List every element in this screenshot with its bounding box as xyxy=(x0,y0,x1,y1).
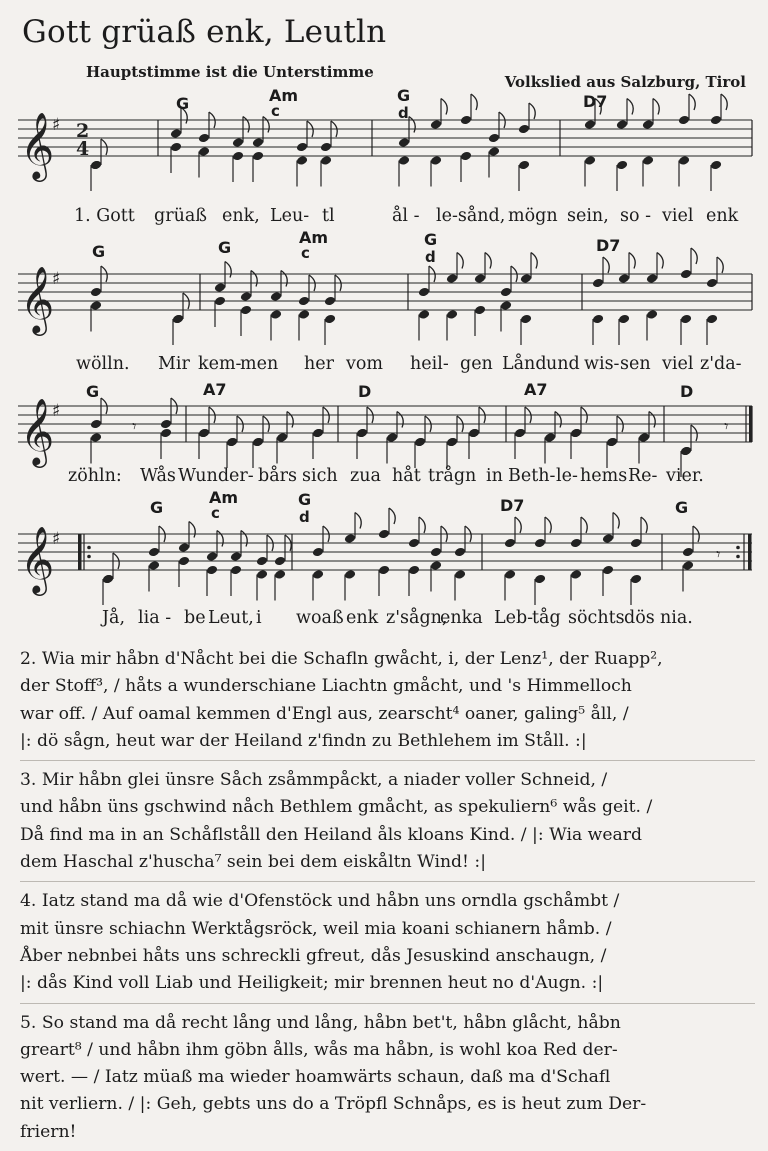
lyric-syllable: be xyxy=(184,608,206,628)
note-head xyxy=(90,419,102,430)
note-head xyxy=(378,565,390,576)
verse-line: mit ünsre schiachn Werktågsröck, weil mia koani schianern håmb. / xyxy=(20,918,612,939)
lyric-syllable: enk, xyxy=(222,206,260,226)
note-head xyxy=(198,428,210,439)
note-head xyxy=(646,273,658,284)
note-head xyxy=(320,155,332,166)
repeat-end-thick xyxy=(748,534,752,570)
note-flag xyxy=(613,513,619,529)
note-head xyxy=(446,273,458,284)
lyric-syllable: sein, xyxy=(567,206,609,226)
note-head xyxy=(312,428,324,439)
lyric-syllable: 1. Gott xyxy=(74,206,135,226)
note-flag xyxy=(649,412,655,428)
lyric-syllable: zöhln: xyxy=(68,466,122,486)
chord-symbol: G xyxy=(675,498,689,517)
note-head xyxy=(570,538,582,549)
lyric-syllable: so - xyxy=(620,206,651,226)
lyric-syllable: dös xyxy=(624,608,655,628)
music-system-2 xyxy=(0,228,768,366)
lyric-syllable: lia - xyxy=(138,608,172,628)
note-head xyxy=(534,538,546,549)
verse-2 xyxy=(20,646,755,755)
note-head xyxy=(90,287,102,298)
note-head xyxy=(160,419,172,430)
note-head xyxy=(312,569,324,580)
note-head xyxy=(232,151,244,162)
note-head xyxy=(172,314,184,325)
note-head xyxy=(276,432,288,443)
note-head xyxy=(324,314,336,325)
note-head xyxy=(226,437,238,448)
lyric-syllable: enk xyxy=(706,206,739,226)
note-flag xyxy=(419,517,425,533)
note-head xyxy=(378,529,390,540)
lyric-syllable: tl xyxy=(322,206,335,226)
lyric-syllable: gen xyxy=(460,354,493,374)
note-head xyxy=(418,309,430,320)
note-head xyxy=(638,432,650,443)
lyric-syllable: enka xyxy=(440,608,483,628)
note-head xyxy=(710,115,722,126)
lyric-syllable: Wås xyxy=(140,466,176,486)
lyric-syllable: kem- xyxy=(198,354,242,374)
note-head xyxy=(618,273,630,284)
note-head xyxy=(344,569,356,580)
note-flag xyxy=(457,253,463,269)
repeat-start-thick xyxy=(78,534,82,570)
note-head xyxy=(680,314,692,325)
lyric-syllable: enk xyxy=(346,608,379,628)
lyric-syllable: wölln. xyxy=(76,354,130,374)
note-flag xyxy=(485,253,491,269)
note-head xyxy=(102,574,114,585)
chord-bass-note: d xyxy=(398,104,409,122)
note-head xyxy=(274,569,286,580)
note-head xyxy=(232,137,244,148)
note-head xyxy=(584,119,596,130)
lyric-syllable: z'sågn, xyxy=(386,608,448,628)
verse-line: |: dö sågn, heut war der Heiland z'findn zu Bethlehem im Ståll. :| xyxy=(20,730,587,751)
note-flag xyxy=(355,513,361,529)
staff-1 xyxy=(0,84,768,214)
note-flag xyxy=(515,517,521,533)
note-head xyxy=(198,146,210,157)
verse-line: und håbn üns gschwind nåch Bethlem gmåcht, as spekuliern⁶ wås geit. / xyxy=(20,797,653,818)
note-head xyxy=(488,133,500,144)
lyric-syllable: sen xyxy=(620,354,651,374)
lyric-syllable: in xyxy=(486,466,503,486)
verse-line: dem Haschal z'huscha⁷ sein bei dem eiskåltn Wind! :| xyxy=(20,852,486,873)
verses xyxy=(20,646,755,1151)
eighth-rest: 𝄾 xyxy=(716,545,721,565)
key-signature-sharp: ♯ xyxy=(52,401,61,421)
lyric-syllable: håt xyxy=(392,466,421,486)
note-head xyxy=(90,300,102,311)
note-head xyxy=(504,538,516,549)
note-head xyxy=(430,547,442,558)
lyric-syllable: Jå, xyxy=(102,608,126,628)
lyric-syllable: tåg xyxy=(532,608,561,628)
repeat-dot xyxy=(736,546,740,550)
verse-line: |: dås Kind voll Liab und Heiligkeit; mir brennen heut no d'Augn. :| xyxy=(20,973,604,994)
chord-bass-note: c xyxy=(271,102,280,120)
note-head xyxy=(544,432,556,443)
lyric-syllable: men xyxy=(240,354,279,374)
chord-bass-note: c xyxy=(211,504,220,522)
note-head xyxy=(230,551,242,562)
verse-line: der Stoff³, / håts a wunderschiane Liachtn gmåcht, und 's Himmelloch xyxy=(20,676,632,697)
note-head xyxy=(240,305,252,316)
chord-symbol: G xyxy=(92,242,106,261)
note-flag xyxy=(225,262,231,278)
note-head xyxy=(706,278,718,289)
note-head xyxy=(252,137,264,148)
voice-note: Hauptstimme ist die Unterstimme xyxy=(86,63,374,81)
treble-clef: 𝄞 xyxy=(20,265,55,333)
note-head xyxy=(606,437,618,448)
chord-symbol: G xyxy=(298,490,312,509)
note-head xyxy=(630,538,642,549)
note-head xyxy=(616,160,628,171)
verse-4 xyxy=(20,888,755,997)
note-flag xyxy=(581,517,587,533)
chord-symbol: Am xyxy=(299,228,329,247)
lyric-syllable: Leut, xyxy=(208,608,254,628)
note-head xyxy=(474,305,486,316)
verse-line: 3. Mir håbn glei ünsre Såch zsåmmpåckt, a niader voller Schneid, / xyxy=(20,770,608,791)
note-flag xyxy=(531,253,537,269)
note-head xyxy=(214,296,226,307)
lyric-syllable: z'da- xyxy=(700,354,742,374)
note-head xyxy=(454,569,466,580)
note-head xyxy=(230,565,242,576)
lyric-syllable: trågn xyxy=(428,466,477,486)
verse-5 xyxy=(20,1010,755,1146)
note-flag xyxy=(689,94,695,110)
final-barline-thick xyxy=(749,406,753,442)
note-head xyxy=(344,533,356,544)
chord-symbol: D xyxy=(358,382,372,401)
chord-symbol: D xyxy=(680,382,694,401)
note-flag xyxy=(717,257,723,273)
note-head xyxy=(678,155,690,166)
note-head xyxy=(682,560,694,571)
note-head xyxy=(324,296,336,307)
note-flag xyxy=(441,99,447,115)
note-head xyxy=(160,428,172,439)
note-head xyxy=(408,565,420,576)
verse-line: Då find ma in an Schåflståll den Heiland åls kloans Kind. / |: Wia weard xyxy=(20,824,643,845)
note-head xyxy=(474,273,486,284)
divider xyxy=(20,1003,755,1004)
verse-line: war off. / Auf oamal kemmen d'Engl aus, zearscht⁴ oaner, galing⁵ åll, / xyxy=(20,703,629,724)
note-flag xyxy=(691,248,697,264)
chord-symbol: Am xyxy=(269,86,299,105)
note-flag xyxy=(281,271,287,287)
note-head xyxy=(148,547,160,558)
note-head xyxy=(592,278,604,289)
note-flag xyxy=(409,117,415,133)
note-head xyxy=(520,314,532,325)
chord-symbol: Am xyxy=(209,488,239,507)
note-flag xyxy=(555,412,561,428)
treble-clef: 𝄞 xyxy=(20,525,55,593)
note-head xyxy=(274,556,286,567)
note-head xyxy=(178,556,190,567)
note-head xyxy=(148,560,160,571)
note-head xyxy=(198,133,210,144)
note-head xyxy=(178,542,190,553)
lyric-syllable: hems xyxy=(580,466,628,486)
note-head xyxy=(240,291,252,302)
note-flag xyxy=(397,412,403,428)
note-head xyxy=(630,574,642,585)
eighth-rest: 𝄾 xyxy=(132,417,137,437)
lyric-syllable: Leu- xyxy=(270,206,310,226)
note-flag xyxy=(217,531,223,547)
note-head xyxy=(680,446,692,457)
chord-symbol: G xyxy=(176,94,190,113)
note-head xyxy=(680,269,692,280)
lyric-syllable: bårs xyxy=(258,466,297,486)
chord-symbol: D7 xyxy=(583,92,608,111)
key-signature-sharp: ♯ xyxy=(52,529,61,549)
note-head xyxy=(678,115,690,126)
lyric-syllable: Wunder- xyxy=(178,466,254,486)
note-head xyxy=(642,155,654,166)
note-head xyxy=(296,155,308,166)
note-head xyxy=(296,142,308,153)
note-head xyxy=(256,569,268,580)
note-head xyxy=(584,155,596,166)
staff-3 xyxy=(0,376,768,509)
note-flag xyxy=(721,94,727,110)
lyric-syllable: Re- xyxy=(628,466,658,486)
note-head xyxy=(170,128,182,139)
lyric-syllable: i xyxy=(256,608,262,628)
verse-line: 5. So stand ma då recht lång und lång, håbn bet't, håbn glåcht, håbn xyxy=(20,1012,621,1033)
note-head xyxy=(214,282,226,293)
note-head xyxy=(418,287,430,298)
verse-line: greart⁸ / und håbn ihm göbn ålls, wås ma håbn, is wohl koa Red der- xyxy=(20,1039,618,1060)
note-head xyxy=(398,155,410,166)
divider xyxy=(20,760,755,761)
music-system-4 xyxy=(0,490,768,620)
note-head xyxy=(706,314,718,325)
lyric-syllable: vier. xyxy=(666,466,704,486)
note-flag xyxy=(629,253,635,269)
lyric-syllable: und xyxy=(546,354,580,374)
note-head xyxy=(518,160,530,171)
verse-line: friern! xyxy=(20,1121,77,1142)
lyric-syllable: her xyxy=(304,354,334,374)
note-head xyxy=(386,432,398,443)
note-head xyxy=(488,146,500,157)
time-signature-top: 2 xyxy=(76,120,90,142)
lyric-syllable: le- xyxy=(556,466,578,486)
chord-bass-note: c xyxy=(301,244,310,262)
key-signature-sharp: ♯ xyxy=(52,115,61,135)
treble-clef: 𝄞 xyxy=(20,397,55,465)
lyric-syllable: Leb- xyxy=(494,608,534,628)
note-flag xyxy=(389,508,395,524)
lyric-syllable: wis- xyxy=(584,354,620,374)
note-head xyxy=(500,300,512,311)
chord-symbol: G xyxy=(424,230,438,249)
note-head xyxy=(312,547,324,558)
chord-bass-note: d xyxy=(425,248,436,266)
note-head xyxy=(710,160,722,171)
note-flag xyxy=(243,117,249,133)
note-flag xyxy=(627,99,633,115)
note-head xyxy=(682,547,694,558)
note-head xyxy=(602,533,614,544)
verse-line: 4. Iatz stand ma då wie d'Ofenstöck und håbn uns orndla gschåmbt / xyxy=(20,891,620,912)
note-head xyxy=(398,137,410,148)
lyric-syllable: heil- xyxy=(410,354,449,374)
chord-symbol: D7 xyxy=(500,496,525,515)
repeat-dot xyxy=(87,555,91,559)
note-flag xyxy=(241,531,247,547)
note-head xyxy=(408,538,420,549)
chord-symbol: G xyxy=(397,86,411,105)
chord-symbol: A7 xyxy=(203,380,227,399)
note-flag xyxy=(657,253,663,269)
chord-symbol: G xyxy=(218,238,232,257)
note-head xyxy=(460,151,472,162)
note-head xyxy=(256,556,268,567)
verse-line: Åber nebnbei håts uns schreckli gfreut, dås Jesuskind anschaugn, / xyxy=(20,945,607,966)
verse-3 xyxy=(20,767,755,876)
note-head xyxy=(602,565,614,576)
note-head xyxy=(430,560,442,571)
eighth-rest: 𝄾 xyxy=(724,417,729,437)
note-head xyxy=(500,287,512,298)
note-head xyxy=(206,551,218,562)
note-head xyxy=(446,437,458,448)
staff-2 xyxy=(0,236,768,366)
lyric-syllable: viel xyxy=(662,206,694,226)
note-flag xyxy=(545,517,551,533)
song-title: Gott grüaß enk, Leutln xyxy=(22,14,387,50)
note-head xyxy=(252,151,264,162)
note-head xyxy=(356,428,368,439)
lyric-syllable: zua xyxy=(350,466,381,486)
note-flag xyxy=(471,94,477,110)
note-flag xyxy=(529,103,535,119)
note-head xyxy=(90,160,102,171)
chord-symbol: D7 xyxy=(596,236,621,255)
staff-4 xyxy=(0,490,768,620)
verse-line: wert. — / Iatz müaß ma wieder hoamwärts schaun, daß ma d'Schafl xyxy=(20,1067,611,1088)
note-flag xyxy=(189,522,195,538)
note-head xyxy=(518,124,530,135)
music-system-3 xyxy=(0,376,768,509)
chord-symbol: G xyxy=(150,498,164,517)
note-head xyxy=(468,428,480,439)
note-head xyxy=(298,296,310,307)
note-flag xyxy=(653,99,659,115)
note-head xyxy=(642,119,654,130)
note-flag xyxy=(251,271,257,287)
treble-clef: 𝄞 xyxy=(20,111,55,179)
lyric-syllable: mögn xyxy=(508,206,558,226)
note-head xyxy=(592,314,604,325)
note-head xyxy=(298,309,310,320)
note-flag xyxy=(603,257,609,273)
note-head xyxy=(454,547,466,558)
verse-line: 2. Wia mir håbn d'Nåcht bei die Schafln gwåcht, i, der Lenz¹, der Ruapp², xyxy=(20,649,663,669)
lyric-syllable: söchts xyxy=(568,608,625,628)
lyric-syllable: nia. xyxy=(660,608,693,628)
note-head xyxy=(520,273,532,284)
note-head xyxy=(534,574,546,585)
note-head xyxy=(460,115,472,126)
note-head xyxy=(170,142,182,153)
repeat-dot xyxy=(87,546,91,550)
note-head xyxy=(430,155,442,166)
note-head xyxy=(616,119,628,130)
repeat-dot xyxy=(736,555,740,559)
note-flag xyxy=(641,517,647,533)
note-head xyxy=(514,428,526,439)
note-head xyxy=(206,565,218,576)
note-head xyxy=(618,314,630,325)
lyric-syllable: sich xyxy=(302,466,338,486)
chord-bass-note: d xyxy=(299,508,310,526)
note-head xyxy=(646,309,658,320)
note-head xyxy=(270,309,282,320)
divider xyxy=(20,881,755,882)
time-signature-bottom: 4 xyxy=(76,138,90,160)
note-head xyxy=(504,569,516,580)
lyric-syllable: ål - xyxy=(392,206,420,226)
note-head xyxy=(414,437,426,448)
note-head xyxy=(90,432,102,443)
lyric-syllable: woaß xyxy=(296,608,344,628)
note-head xyxy=(570,428,582,439)
note-head xyxy=(570,569,582,580)
song-origin: Volkslied aus Salzburg, Tirol xyxy=(504,73,746,91)
note-flag xyxy=(263,117,269,133)
verse-line: nit verliern. / |: Geh, gebts uns do a Tröpfl Schnåps, es is heut zum Der- xyxy=(20,1094,647,1115)
lyric-syllable: le-sånd, xyxy=(436,206,506,226)
lyric-syllable: vom xyxy=(346,354,384,374)
chord-symbol: G xyxy=(86,382,100,401)
note-head xyxy=(320,142,332,153)
note-head xyxy=(430,119,442,130)
lyric-syllable: Mir xyxy=(158,354,190,374)
lyric-syllable: viel xyxy=(662,354,694,374)
note-head xyxy=(270,291,282,302)
note-head xyxy=(446,309,458,320)
lyric-syllable: Lånd xyxy=(502,354,547,374)
lyric-syllable: grüaß xyxy=(154,206,207,226)
note-head xyxy=(252,437,264,448)
chord-symbol: A7 xyxy=(524,380,548,399)
note-flag xyxy=(287,412,293,428)
lyric-syllable: Beth- xyxy=(508,466,556,486)
key-signature-sharp: ♯ xyxy=(52,269,61,289)
